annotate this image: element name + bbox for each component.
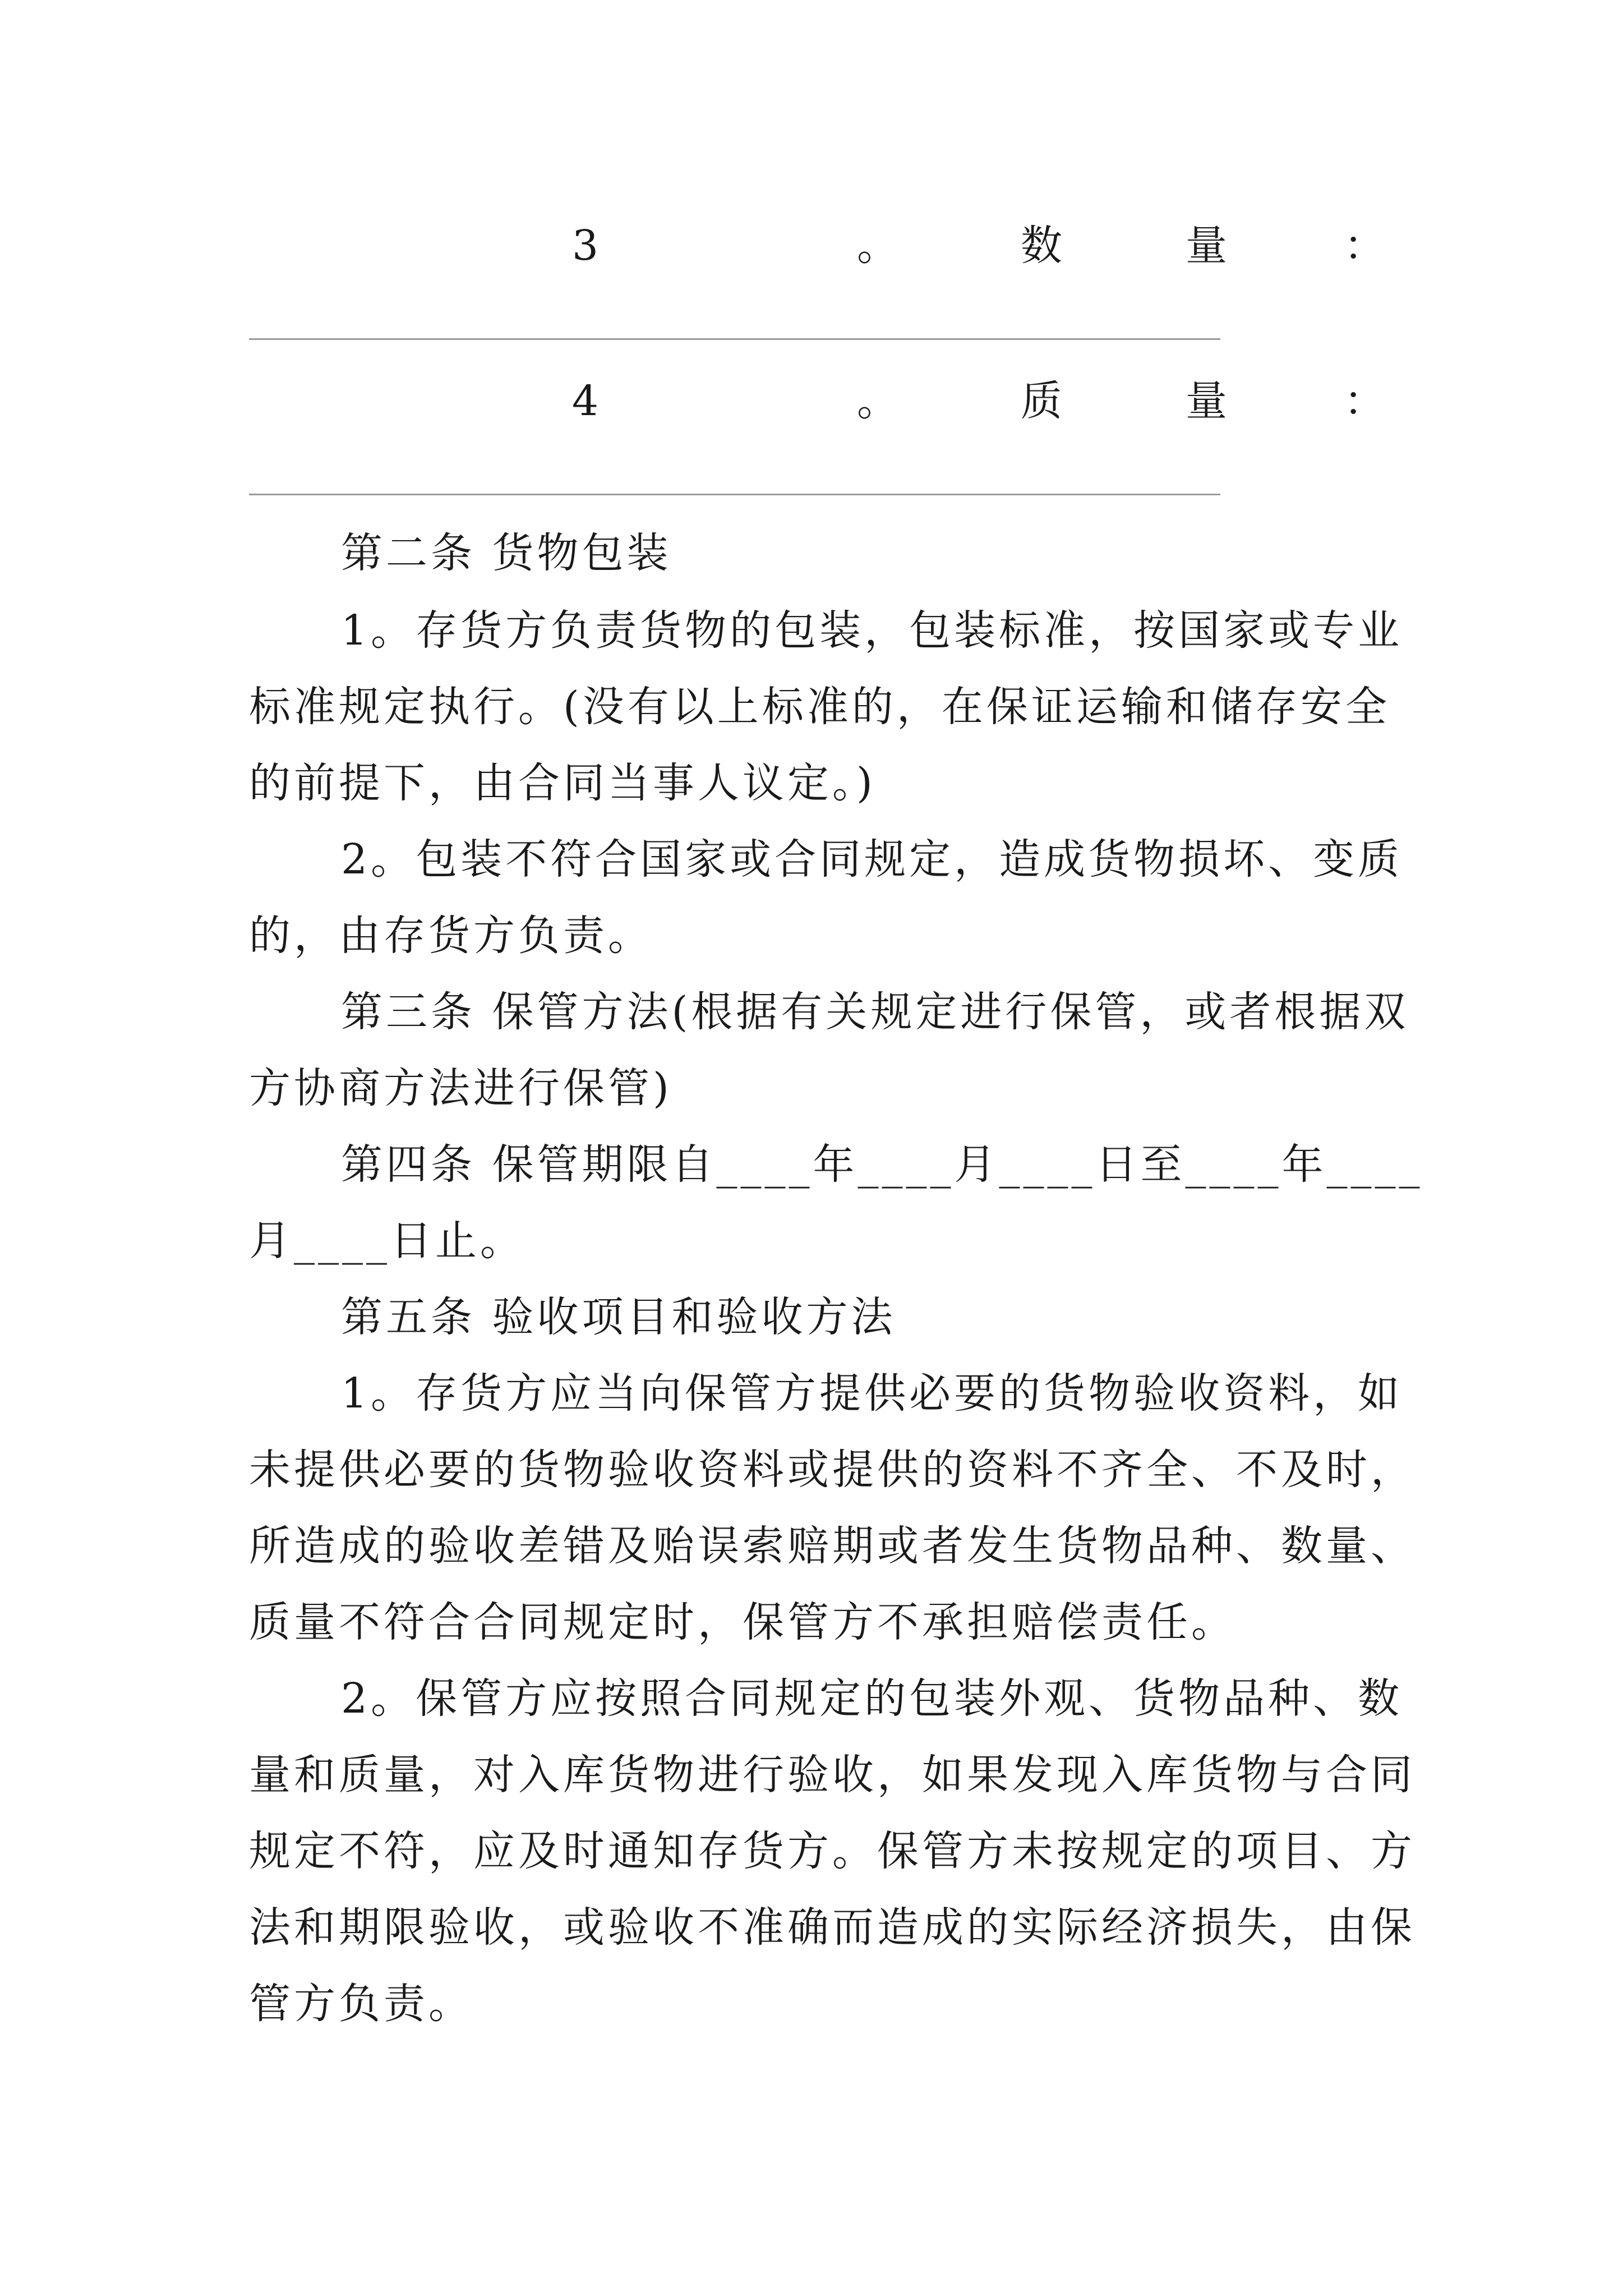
item-label-char: 数 [1021, 222, 1062, 270]
item-colon: ： [1344, 377, 1385, 425]
paragraph-line: 月____日止。 [249, 1217, 525, 1265]
item-label-char: 量 [1186, 222, 1227, 270]
paragraph-line: 的，由存货方负责。 [249, 912, 653, 960]
paragraph-line: 所造成的验收差错及贻误索赔期或者发生货物品种、数量、 [249, 1522, 1415, 1570]
paragraph-line: 方协商方法进行保管) [249, 1064, 672, 1112]
item-label-char: 质 [1021, 377, 1062, 425]
paragraph-line: 未提供必要的货物验收资料或提供的资料不齐全、不及时， [249, 1446, 1415, 1494]
paragraph-line: 管方负责。 [249, 1980, 473, 2028]
item-number: 4 [572, 377, 599, 425]
item-dot: 。 [857, 222, 898, 270]
item-quality-row [0, 367, 1623, 435]
item-dot: 。 [857, 377, 898, 425]
item-colon: ： [1344, 222, 1385, 270]
paragraph-line: 2。保管方应按照合同规定的包装外观、货物品种、数 [341, 1674, 1403, 1723]
item-quantity-row [0, 212, 1623, 279]
paragraph-line: 量和质量，对入库货物进行验收，如果发现入库货物与合同 [249, 1751, 1415, 1799]
item-number: 3 [572, 222, 599, 270]
paragraph-line: 规定不符，应及时通知存货方。保管方未按规定的项目、方 [249, 1827, 1415, 1875]
paragraph-line: 2。包装不符合国家或合同规定，造成货物损坏、变质 [341, 835, 1403, 884]
paragraph-line: 标准规定执行。(没有以上标准的，在保证运输和储存安全 [249, 683, 1390, 731]
paragraph-line: 1。存货方应当向保管方提供必要的货物验收资料，如 [341, 1369, 1403, 1418]
article-4-heading: 第四条 保管期限自____年____月____日至____年____ [341, 1140, 1423, 1189]
article-2-heading: 第二条 货物包装 [341, 529, 672, 577]
item-label-char: 量 [1186, 377, 1227, 425]
fill-in-line-quantity [249, 338, 1220, 340]
article-3-heading: 第三条 保管方法(根据有关规定进行保管，或者根据双 [341, 988, 1409, 1036]
paragraph-line: 的前提下，由合同当事人议定。) [249, 759, 876, 807]
paragraph-line: 法和期限验收，或验收不准确而造成的实际经济损失，由保 [249, 1903, 1415, 1952]
paragraph-line: 1。存货方负责货物的包装，包装标准，按国家或专业 [341, 606, 1403, 655]
paragraph-line: 质量不符合合同规定时，保管方不承担赔偿责任。 [249, 1598, 1236, 1646]
fill-in-line-quality [249, 494, 1220, 495]
article-5-heading: 第五条 验收项目和验收方法 [341, 1293, 896, 1341]
